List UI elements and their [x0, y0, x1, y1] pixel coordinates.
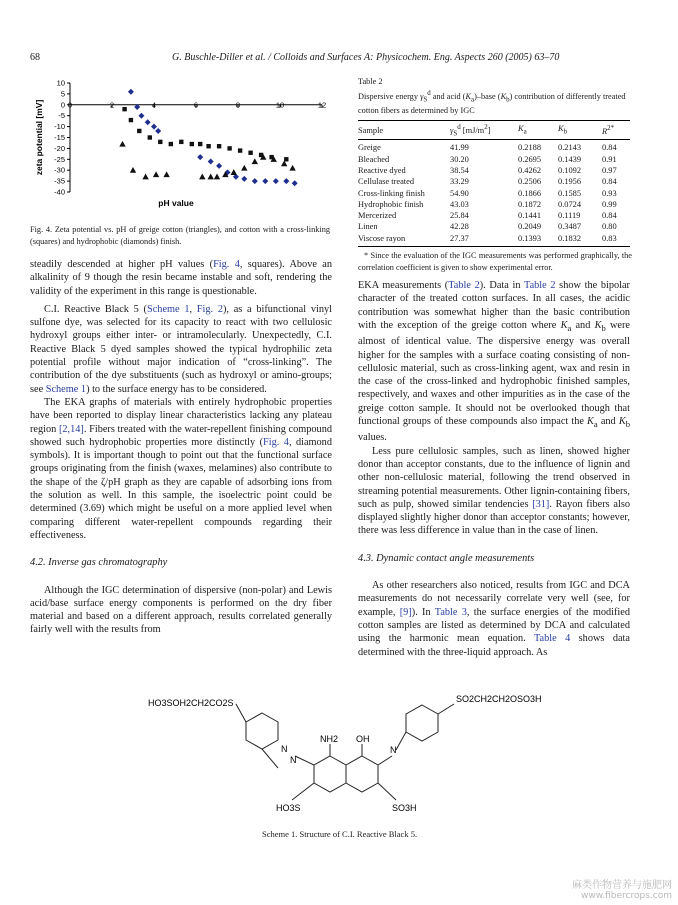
paragraph: EKA measurements (Table 2). Data in Table 2 show the bipolar character of the treated cotton surfaces. In all cases, the acidic contribution was somewhat higher than the basic contribution with the exception of the greige cotton where $K_a$ and $K_b$ were almost of identical value. The dispersive energy was overall higher for the samples with a surface coating consisting of non-cellulosic material, such as cross-linking agent, wax and resin in the case of the cross-linked and hydrophobic finished samples, respectively, and waxes and other impurities as in the case of the greige cotton sample. It should not be overlooked though that functional groups of these compounds also impact the $K_a$ and $K_b$ values. — [358, 280, 631, 444]
data-point-diamond — [262, 178, 268, 184]
column-header: $\gamma_S^d$ $[mJ/m^2]$ — [450, 120, 518, 139]
running-title: G. Buschle-Diller et al. / Colloids and Surfaces A: Physicochem. Eng. Aspects 260 (2005) 63–70 — [172, 52, 560, 63]
x-tick-label: 6 — [193, 100, 199, 110]
table-cell: 0.3487 — [558, 222, 582, 232]
table-cell: Greige — [358, 143, 381, 153]
x-tick-label: 2 — [109, 100, 115, 110]
hydroxyl-label: OH — [356, 734, 370, 744]
table-cell: Reactive dyed — [358, 165, 406, 175]
scheme1-link[interactable]: Scheme 1 — [147, 303, 190, 315]
fig4-link[interactable]: Fig. 4 — [213, 259, 240, 270]
data-point-diamond — [252, 178, 258, 184]
x-tick-label: 12 — [317, 100, 327, 110]
paragraph: Although the IGC determination of dispersive (non-polar) and Lewis acid/base surface energy components is performed on the dry fiber material and based on a different approach, results correlated generally fairly well with the results from — [30, 584, 332, 636]
table-cell: 0.1585 — [558, 188, 582, 198]
data-point-triangle — [252, 158, 258, 164]
paragraph: Less pure cellulosic samples, such as linen, showed higher donor than acceptor constants, due to the influence of lignin and other non-cellulosic material, following the trend observed in streaming potential measurements. Other lignin-containing fibers, such as pulp, showed similar tendencies [31]. Rayon fibers also displayed slightly higher donor than acceptor constants; however, there was less difference in value than in the case of linen. — [358, 445, 630, 537]
table2-link[interactable]: Table 2 — [524, 280, 556, 291]
y-tick-label: -10 — [54, 122, 65, 132]
table-cell: 54.90 — [450, 188, 469, 198]
table-row — [358, 210, 630, 221]
x-tick-label: 8 — [235, 100, 241, 110]
table-cell: 0.1092 — [558, 165, 582, 175]
data-point-square — [129, 118, 133, 122]
scheme1-link[interactable]: Scheme 1 — [45, 383, 87, 395]
watermark — [552, 876, 672, 901]
naphthalene-ring-left — [314, 756, 346, 792]
table-cell: 33.29 — [450, 177, 469, 187]
right-benzene-ring — [406, 705, 438, 741]
data-point-square — [148, 135, 152, 139]
data-point-triangle — [130, 167, 136, 173]
azo-n-label: N — [290, 755, 297, 765]
data-table — [358, 120, 630, 247]
y-tick-label: 0 — [60, 100, 65, 110]
fig2-link[interactable]: Fig. 2 — [196, 303, 223, 315]
data-point-square — [169, 142, 173, 146]
data-point-triangle — [153, 171, 159, 177]
right-chain-label: SO2CH2CH2OSO3H — [456, 694, 542, 704]
data-point-square — [122, 107, 126, 111]
table-cell: 27.37 — [450, 233, 518, 247]
naphthalene-ring-right — [346, 756, 378, 792]
data-point-diamond — [208, 158, 214, 164]
right-sulfonate-label: SO3H — [392, 803, 417, 813]
x-axis-label: pH value — [158, 198, 194, 208]
table-cell: 0.2143 — [558, 143, 582, 153]
y-tick-label: -5 — [58, 111, 65, 121]
table-cell: 43.03 — [450, 199, 469, 209]
data-point-square — [284, 157, 288, 161]
table-cell: 0.1439 — [558, 154, 582, 164]
data-point-triangle — [199, 174, 205, 180]
x-tick-label: 0 — [67, 100, 73, 110]
table-cell: 0.1956 — [558, 177, 582, 187]
table-row — [358, 233, 630, 247]
table-row — [358, 221, 630, 232]
paragraph: steadily descended at higher pH values (Fig. 4, squares). Above an alkalinity of 9 though the resin became instable and soft, rendering the validity of the experiment in this range is questionable. — [30, 259, 332, 297]
table-cell: Cellulase treated — [358, 177, 415, 187]
table-cell: 0.91 — [602, 154, 617, 164]
left-chain-label: HO3SOH2CH2CO2S — [148, 698, 234, 708]
table-cell: Cross-linking finish — [358, 188, 425, 198]
table-row — [358, 140, 630, 154]
data-point-square — [190, 142, 194, 146]
figure-4-caption: Fig. 4. Zeta potential vs. pH of greige cotton (triangles), and cotton with a cross-linking (squares) and hydrophobic (diamonds) finish. — [30, 225, 330, 246]
data-point-diamond — [151, 124, 157, 130]
table-title: Dispersive energy $\gamma_S^d$ and acid $(K_a)$–base $(K_b)$ contribution of differently treated cotton fibers as determined by IGC — [358, 89, 626, 116]
data-point-triangle — [241, 165, 247, 171]
data-point-square — [227, 146, 231, 150]
table-cell: 25.84 — [450, 211, 469, 221]
table-cell: Mercerized — [358, 211, 397, 221]
fig4-link[interactable]: Fig. 4 — [263, 436, 289, 448]
ref-link[interactable]: [9] — [399, 606, 412, 618]
table-cell: 41.99 — [450, 143, 469, 153]
table-cell: 0.1119 — [558, 211, 581, 221]
amino-label: NH2 — [320, 734, 339, 744]
data-point-diamond — [197, 154, 203, 160]
table-cell: 0.1872 — [518, 199, 542, 209]
data-point-diamond — [155, 128, 161, 134]
data-point-square — [158, 140, 162, 144]
data-point-diamond — [273, 178, 279, 184]
x-tick-label: 10 — [275, 100, 285, 110]
column-header: $K_b$ — [558, 120, 602, 139]
table-cell: 0.1866 — [518, 188, 542, 198]
table-cell: Linen — [358, 222, 378, 232]
data-point-triangle — [208, 174, 214, 180]
left-benzene-ring — [246, 713, 278, 749]
table-cell: 0.0724 — [558, 199, 582, 209]
scheme-1-structure — [140, 690, 560, 820]
table-cell: 0.2188 — [518, 143, 542, 153]
table-cell: Viscose rayon — [358, 233, 450, 247]
table-cell: 0.97 — [602, 165, 617, 175]
figure-4-chart — [30, 76, 340, 216]
ref-link[interactable]: [2,14] — [58, 423, 84, 435]
data-point-square — [238, 148, 242, 152]
table-cell: 0.1832 — [558, 233, 602, 247]
scheme-1-caption: Scheme 1. Structure of C.I. Reactive Black 5. — [262, 829, 418, 839]
column-header: $R^{2*}$ — [602, 120, 630, 139]
table-cell: 0.84 — [602, 143, 617, 153]
table-row — [358, 199, 630, 210]
table-cell: 42.28 — [450, 222, 469, 232]
paragraph: The EKA graphs of materials with entirely hydrophobic properties have been reported to display linear characteristics lacking any plateau region [2,14]. Fibers treated with the water-repellent finishing compound showed such hydrophobic properties more distinctly (Fig. 4, diamond symbols). It is important though to point out that the functional surface groups originating from the finish (waxes, melamines) also contribute to the shape of the ζ/pH graph as they are capable of adsorbing ions from the solution as well. In this sample, the isoelectric point could be determined (3.69) which might be useful on a more applied level when comparing different water-repellent compounds regarding their effectiveness. — [30, 396, 332, 541]
y-tick-label: -20 — [54, 143, 65, 153]
y-tick-label: -25 — [54, 154, 65, 164]
table-cell: 0.93 — [602, 188, 617, 198]
data-point-triangle — [142, 174, 148, 180]
data-point-triangle — [119, 141, 125, 147]
table-cell: 0.84 — [602, 211, 617, 221]
data-point-diamond — [145, 119, 151, 125]
table-cell: 0.4262 — [518, 165, 542, 175]
data-point-square — [137, 129, 141, 133]
data-point-square — [198, 142, 202, 146]
table-cell: 0.1393 — [518, 233, 558, 247]
table-cell: 0.80 — [602, 222, 617, 232]
data-point-triangle — [163, 171, 169, 177]
page-number: 68 — [30, 52, 40, 63]
table-cell: Bleached — [358, 154, 390, 164]
table-row — [358, 176, 630, 187]
data-point-square — [179, 140, 183, 144]
y-tick-label: 5 — [60, 89, 65, 99]
y-tick-label: 10 — [56, 78, 65, 88]
left-column — [30, 258, 332, 637]
table-cell: 0.84 — [602, 177, 617, 187]
table3-link[interactable]: Table 3 — [434, 606, 467, 618]
section-heading: 4.2. Inverse gas chromatography — [30, 557, 168, 569]
table-cell: Hydrophobic finish — [358, 199, 424, 209]
data-point-diamond — [292, 180, 298, 186]
y-tick-label: -15 — [54, 133, 65, 142]
table-row — [358, 165, 630, 176]
data-point-triangle — [289, 165, 295, 171]
table-cell: 0.2506 — [518, 177, 542, 187]
azo-n-label: N — [281, 744, 288, 754]
table-row — [358, 154, 630, 165]
data-point-diamond — [216, 163, 222, 169]
table-cell: 0.2695 — [518, 154, 542, 164]
table-header-row — [358, 120, 630, 139]
table-label: Table 2 — [358, 77, 383, 86]
x-tick-label: 4 — [151, 100, 157, 110]
left-sulfonate-label: HO3S — [276, 803, 301, 813]
paragraph: C.I. Reactive Black 5 (Scheme 1, Fig. 2), as a bifunctional vinyl sulfone dye, was selected for its capacity to react with two cellulosic hydroxyl groups either inter- or intramolecularly. Unexpectedly, C.I. Reactive Black 5 dyed samples showed the typical hydrophilic zeta potential profile without major indication of “cross-linking”. The contribution of the dye substituents (such as hydroxyl or amino-groups; see Scheme 1) to the surface energy has to be considered. — [30, 303, 333, 395]
data-point-diamond — [283, 178, 289, 184]
y-tick-label: -35 — [54, 176, 65, 186]
paragraph: As other researchers also noticed, results from IGC and DCA measurements do not necessarily correlate very well (see, for example, [9]). In Table 3, the surface energies of the modified cotton samples are listed as determined by DCA and calculated using the harmonic mean equation. Table 4 shows data determined with the three-liquid approach. As — [358, 580, 630, 658]
data-point-square — [217, 144, 221, 148]
y-tick-label: -30 — [54, 165, 65, 175]
table-cell: 30.20 — [450, 154, 469, 164]
data-point-square — [206, 144, 210, 148]
y-axis-label: zeta potential [mV] — [34, 99, 44, 176]
table4-link[interactable]: Table 4 — [533, 633, 571, 645]
section-heading: 4.3. Dynamic contact angle measurements — [358, 552, 535, 564]
data-point-triangle — [214, 174, 220, 180]
table2-link[interactable]: Table 2 — [448, 280, 480, 291]
data-point-diamond — [241, 176, 247, 182]
data-point-triangle — [231, 169, 237, 175]
watermark-line: 麻类作物营养与施肥网 — [572, 880, 672, 891]
table-cell: 0.83 — [602, 233, 630, 247]
data-point-square — [248, 151, 252, 155]
column-header: $K_a$ — [518, 120, 558, 139]
table-cell: 0.2049 — [518, 222, 542, 232]
column-header: Sample — [358, 120, 450, 139]
data-point-diamond — [128, 89, 134, 95]
table-2 — [358, 76, 632, 273]
right-column — [358, 279, 630, 659]
table-cell: 0.99 — [602, 199, 617, 209]
table-cell: 38.54 — [450, 165, 469, 175]
data-point-diamond — [138, 113, 144, 119]
table-row — [358, 188, 630, 199]
ref-link[interactable]: [31] — [532, 498, 550, 510]
azo-n-label: N — [390, 745, 397, 755]
watermark-line: www.fibercrops.com — [581, 891, 672, 901]
y-tick-label: -40 — [54, 187, 65, 197]
table-cell: 0.1441 — [518, 211, 542, 221]
table-footnote: * Since the evaluation of the IGC measurements was performed graphically, the correlation coefficient is given to show experimental error. — [358, 251, 632, 272]
